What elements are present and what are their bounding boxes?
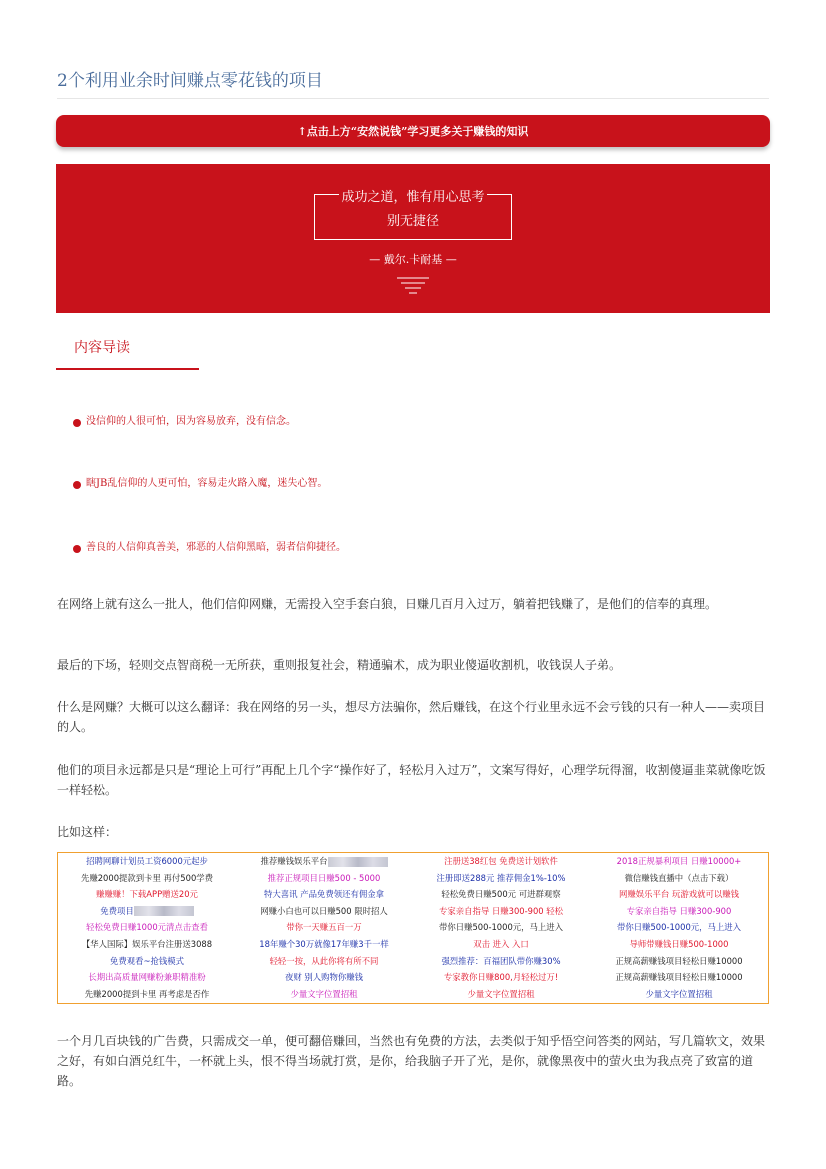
bullet-dot-icon — [73, 545, 81, 553]
ad-cell — [236, 870, 412, 887]
ad-cell — [412, 870, 590, 887]
ad-cell — [58, 853, 236, 870]
lines-decoration-icon — [397, 276, 429, 296]
ad-cell-text: 强烈推荐：百福团队带你赚30% — [441, 955, 561, 966]
ad-cell — [412, 919, 590, 936]
guide-underline — [56, 368, 199, 370]
ad-cell — [590, 870, 768, 887]
ad-cell — [236, 969, 412, 986]
ad-cell-text: 正规高薪赚钱项目轻松日赚10000 — [615, 955, 743, 966]
quote-author: — 戴尔.卡耐基 — — [369, 253, 457, 266]
quote-line-2: 别无捷径 — [386, 214, 439, 229]
ad-cell-text: 双击 进入 入口 — [473, 938, 529, 949]
ad-cell — [58, 936, 236, 953]
ad-cell-text: 推荐赚钱娱乐平台 — [260, 856, 328, 866]
ad-cell-text: 带你日赚500-1000元，马上进入 — [438, 922, 564, 933]
ad-cell — [58, 986, 236, 1003]
ad-cell-text: 带你一天赚五百一万 — [286, 922, 362, 933]
guide-item — [73, 474, 327, 489]
ad-cell-text: 专家亲自指导 日赚300-900 — [626, 905, 732, 916]
ad-cell — [236, 853, 412, 870]
ad-cell — [58, 919, 236, 936]
ad-cell-text: 带你日赚500-1000元，马上进入 — [616, 922, 742, 933]
redacted-blur — [134, 906, 194, 916]
guide-item-text: 没信仰的人很可怕，因为容易放弃，没有信念。 — [86, 416, 296, 427]
ad-cell — [590, 919, 768, 936]
body-paragraph: 他们的项目永远都是只是“理论上可行”再配上几个字“操作好了，轻松月入过万”，文案写得好，心理学玩得溜，收割傻逼韭菜就像吃饭一样轻松。 — [57, 763, 766, 797]
ad-cell-text: 微信赚钱直播中（点击下载） — [624, 872, 734, 883]
ad-cell-text: 18年赚个30万就像17年赚3千一样 — [259, 938, 389, 949]
ad-cell — [236, 953, 412, 970]
ad-cell-text: 2018正规暴利项目 日赚10000+ — [616, 856, 742, 866]
bullet-dot-icon — [73, 481, 81, 489]
article-title: 2个利用业余时间赚点零花钱的项目 — [57, 71, 323, 91]
ad-cell — [236, 886, 412, 903]
ad-cell — [58, 903, 236, 920]
guide-item-text: 善良的人信仰真善美，邪恶的人信仰黑暗，弱者信仰捷径。 — [86, 542, 346, 553]
quote-line-1: 成功之道，惟有用心思考 — [341, 190, 485, 205]
guide-item-text: 瞎JB乱信仰的人更可怕，容易走火路入魔，迷失心智。 — [86, 478, 328, 489]
ad-cell — [412, 903, 590, 920]
ad-cell — [412, 969, 590, 986]
ad-cell — [412, 886, 590, 903]
ad-cell-text: 少量文字位置招租 — [467, 988, 535, 999]
ad-cell-text: 夜财 别人购物你赚钱 — [284, 972, 364, 983]
ad-cell-text: 网赚小白也可以日赚500 限时招人 — [260, 905, 388, 916]
ad-cell-text: 专家亲自指导 日赚300-900 轻松 — [438, 905, 564, 916]
ad-cell-text: 导师带赚钱日赚500-1000 — [629, 938, 729, 949]
ad-cell-text: 推荐正规项目日赚500 - 5000 — [267, 872, 381, 883]
ad-cell — [412, 953, 590, 970]
ad-cell-text: 免费项目 — [100, 905, 134, 916]
ad-cell — [590, 853, 768, 870]
ad-cell — [58, 870, 236, 887]
body-paragraph: 最后的下场，轻则交点智商税一无所获，重则报复社会，精通骗术，成为职业傻逼收割机，收钱误人子弟。 — [57, 658, 622, 672]
ad-cell — [58, 953, 236, 970]
ad-cell-text: 【华人国际】娱乐平台注册送3088 — [81, 938, 213, 949]
ad-cell — [236, 903, 412, 920]
ad-cell-text: 专家教你日赚800,月轻松过万! — [443, 972, 559, 983]
ad-cell — [236, 919, 412, 936]
bullet-dot-icon — [73, 419, 81, 427]
quote-box — [56, 164, 770, 313]
ad-cell — [590, 953, 768, 970]
ad-cell — [236, 986, 412, 1003]
ad-cell-text: 注册送38红包 免费送计划软件 — [444, 856, 558, 866]
ad-cell — [590, 903, 768, 920]
body-paragraph: 什么是网赚？大概可以这么翻译：我在网络的另一头，想尽方法骗你，然后赚钱，在这个行业里永远不会亏钱的只有一种人——卖项目的人。 — [57, 700, 766, 734]
ad-cell — [236, 936, 412, 953]
ad-cell-text: 正规高薪赚钱项目轻松日赚10000 — [615, 972, 743, 983]
guide-heading: 内容导读 — [74, 340, 130, 356]
follow-banner[interactable] — [56, 115, 770, 147]
ad-cell-text: 长期出高质量网赚粉兼职精准粉 — [88, 972, 206, 983]
body-paragraph: 比如这样： — [57, 825, 118, 839]
ad-cell — [590, 886, 768, 903]
ad-cell-text: 少量文字位置招租 — [290, 988, 358, 999]
ad-cell — [412, 936, 590, 953]
guide-item — [73, 412, 296, 427]
ad-cell-text: 注册即送288元 推荐佣金1%-10% — [436, 872, 566, 883]
ad-cell — [412, 853, 590, 870]
ad-screenshot-table — [57, 852, 769, 1004]
ad-cell-text: 轻松免费日赚500元 可进群观察 — [441, 889, 561, 900]
guide-item — [73, 538, 346, 553]
body-paragraph: 一个月几百块钱的广告费，只需成交一单，便可翻倍赚回，当然也有免费的方法，去类似于知乎悟空问答类的网站，写几篇软文，效果之好，有如白酒兑红牛，一杯就上头，恨不得当场就打赏，是你，给我脑子开了光，是你，就像黑夜中的萤火虫为我点亮了致富的道路。 — [57, 1034, 766, 1088]
ad-cell-text: 赚赚赚！下载APP赠送20元 — [96, 889, 198, 900]
body-paragraph: 在网络上就有这么一批人，他们信仰网赚，无需投入空手套白狼，日赚几百月入过万，躺着把钱赚了，是他们的信奉的真理。 — [57, 597, 718, 611]
ad-cell-text: 先赚2000提款到卡里 再付500学费 — [80, 872, 214, 883]
ad-cell-text: 特大喜讯 产品免费领还有佣金拿 — [264, 889, 384, 900]
ad-cell-text: 少量文字位置招租 — [645, 988, 713, 999]
ad-cell-text: 招聘网聊计划员工资6000元起步 — [86, 856, 208, 866]
ad-cell-text: 免费观看~抢钱模式 — [109, 955, 185, 966]
ad-cell — [590, 969, 768, 986]
ad-cell — [412, 986, 590, 1003]
ad-cell-text: 轻轻一按，从此你将有所不同 — [269, 955, 379, 966]
ad-cell-text: 网赚娱乐平台 玩游戏就可以赚钱 — [619, 889, 739, 900]
follow-banner-text: ↑点击上方“安然说钱”学习更多关于赚钱的知识 — [297, 125, 529, 138]
redacted-blur — [328, 857, 388, 867]
ad-cell — [58, 969, 236, 986]
ad-cell-text: 轻松免费日赚1000元清点击查看 — [86, 922, 208, 933]
ad-cell-text: 先赚2000提到卡里 再考虑是否作 — [84, 988, 210, 999]
ad-cell — [58, 886, 236, 903]
ad-cell — [590, 986, 768, 1003]
ad-cell — [590, 936, 768, 953]
title-divider — [57, 98, 769, 99]
